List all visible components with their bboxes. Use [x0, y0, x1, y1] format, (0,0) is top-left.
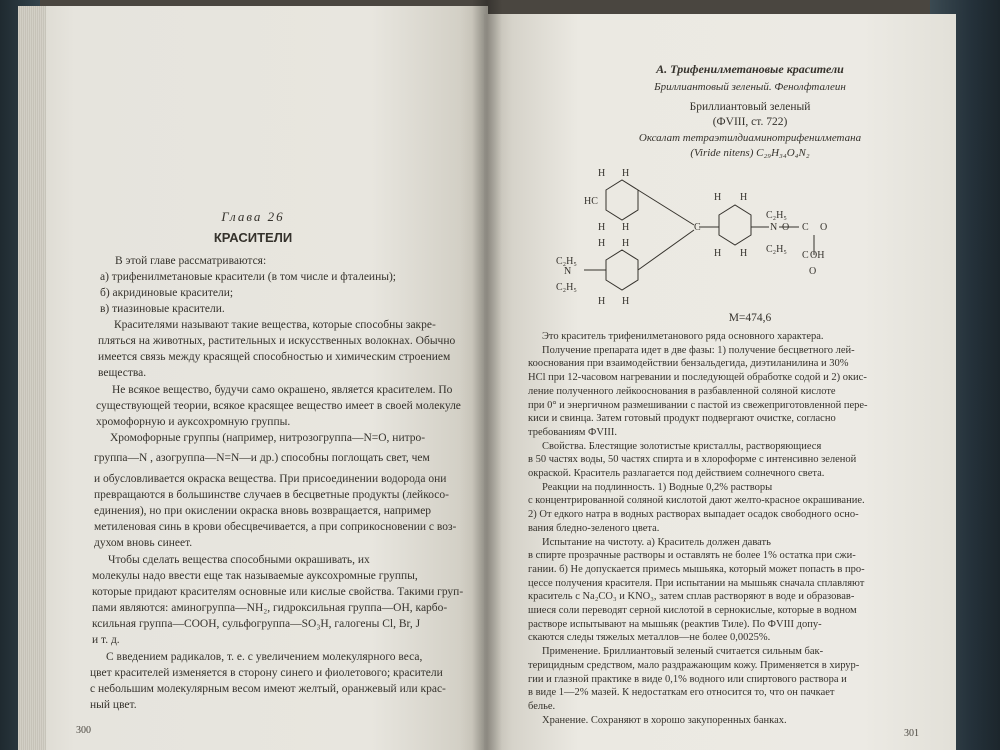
svg-text:HC: HC [584, 196, 598, 207]
chapter-label: Глава 26 [221, 209, 285, 224]
svg-text:H: H [598, 238, 606, 249]
svg-text:N: N [770, 222, 778, 233]
left-line: пами являются: аминогруппа—NH₂, гидроксильная группа—OH, карбо- [92, 602, 448, 614]
right-line: требованиям ФVIII. [528, 426, 618, 438]
left-line: ксильная группа—COOH, сульфогруппа—SO₃H, галогены Cl, Br, J [92, 618, 421, 630]
right-line: Применение. Бриллиантовый зеленый считается сильным бак- [542, 646, 824, 658]
right-line: при 0° и энергичном размешивании с пастой из свежеприготовленной пере- [528, 399, 868, 411]
right-line: Реакции на подлинность. 1) Водные 0,2% растворы [542, 481, 773, 493]
left-line: метиленовая синь в крови обесцвечивается, а при соприкосновении с воз- [94, 521, 457, 533]
right-line: с концентрированной соляной кислотой дают желто-красное окрашивание. [528, 495, 865, 507]
left-line: группа—N , азогруппа—N=N—и др.) способны поглощать свет, чем [94, 452, 430, 464]
left-line: Не всякое вещество, будучи само окрашено, является красителем. По [112, 384, 453, 396]
book-gutter [472, 0, 502, 750]
svg-text:H: H [622, 238, 630, 249]
svg-text:O: O [820, 222, 828, 233]
left-line: существующей теории, всякое красящее вещество имеет в своей молекуле [96, 400, 461, 412]
page-number-left: 300 [76, 725, 91, 736]
svg-text:H: H [714, 248, 722, 259]
left-line: ный цвет. [90, 699, 137, 711]
svg-text:N: N [564, 266, 572, 277]
svg-text:OH: OH [810, 250, 825, 261]
left-line: пляться на животных, растительных и искусственных волокнах. Обычно [98, 335, 456, 347]
right-line: Свойства. Блестящие золотистые кристаллы, растворяющиеся [542, 440, 822, 452]
left-line: духом вновь синеет. [94, 537, 193, 549]
right-line: Хранение. Сохраняют в хорошо закупоренных банках. [542, 714, 787, 726]
left-line: цвет красителей изменяется в сторону синего и фиолетового; красители [90, 667, 443, 679]
svg-text:O: O [809, 266, 817, 277]
left-line: хромофорную и ауксохромную группы. [96, 416, 291, 428]
left-line: превращаются в большинстве случаев в бесцветные продукты (лейкосо- [94, 489, 449, 501]
section-title: А. Трифенилметановые красители [656, 62, 844, 76]
page-number-right: 301 [904, 728, 919, 740]
left-line: Хромофорные группы (например, нитрозогруппа—N=O, нитро- [110, 432, 426, 444]
left-line: С введением радикалов, т. е. с увеличением молекулярного веса, [106, 651, 423, 663]
structural-formula [554, 160, 854, 310]
right-line: гии и глазной практике в виде 0,1% водного или спиртового раствора и [528, 673, 847, 685]
svg-text:C₂H₅: C₂H₅ [556, 256, 577, 267]
svg-text:C: C [802, 222, 809, 233]
right-line: терицидным средством, мало раздражающим кожу. Применяется в хирур- [528, 659, 860, 671]
left-line: Красителями называют такие вещества, которые способны закре- [114, 319, 436, 331]
left-line: имеется связь между красящей способностью и химическим строением [98, 351, 451, 363]
right-page [484, 14, 956, 750]
right-line: окраской. Краситель разлагается под действием солнечного света. [528, 468, 825, 479]
left-line: и т. д. [92, 634, 120, 646]
svg-text:C₂H₅: C₂H₅ [766, 210, 787, 221]
subsection-title: Бриллиантовый зеленый. Фенолфталеин [654, 81, 846, 93]
left-line: которые придают красителям основные или кислые свойства. Такими груп- [92, 586, 464, 598]
left-line: В этой главе рассматриваются: [115, 255, 267, 267]
right-line: ление полученного лейкооснования в разбавленной соляной кислоте [528, 385, 836, 397]
svg-text:H: H [622, 222, 630, 233]
svg-text:H: H [598, 296, 606, 307]
right-line: растворе испытывают на мышьяк (реактив Тиле). По ФVIII допу- [528, 618, 822, 630]
right-line: вания бледно-зеленого цвета. [528, 522, 660, 534]
compound-heading: Бриллиантовый зеленый [689, 101, 811, 113]
right-line: шиеся соли переводят серной кислотой в сернокислые, которые в водном [528, 605, 857, 616]
left-line: с небольшим молекулярным весом имеют желтый, оранжевый или крас- [90, 683, 446, 695]
right-line: киси и свинца. Затем готовый продукт подвергают очистке, согласно [528, 413, 836, 425]
right-line: HCl при 12-часовом нагревании и последующей обработке содой и 2) окис- [528, 372, 867, 384]
right-line: Получение препарата идет в две фазы: 1) получение бесцветного лей- [542, 344, 855, 356]
right-line: Испытание на чистоту. а) Краситель должен давать [542, 536, 771, 548]
right-line: 2) От едкого натра в водных растворах выпадает осадок свободного осно- [528, 509, 859, 521]
compound-formula: (Viride nitens) C₂₉H₃₄O₄N₂ [690, 147, 810, 159]
left-line: Чтобы сделать вещества способными окрашивать, их [108, 554, 370, 566]
svg-text:H: H [740, 192, 748, 203]
svg-text:C: C [694, 222, 701, 233]
compound-name: Оксалат тетраэтилдиаминотрифенилметана [638, 132, 862, 144]
right-line: скаются следы тяжелых металлов—не более 0,0025%. [528, 632, 771, 644]
svg-text:H: H [714, 192, 722, 203]
svg-text:H: H [622, 168, 630, 179]
left-line: молекулы надо ввести еще так называемые ауксохромные группы, [92, 570, 418, 582]
left-page [18, 6, 488, 750]
left-line: в) тиазиновые красители. [100, 303, 225, 315]
svg-text:H: H [740, 248, 748, 259]
right-line: в спирте прозрачные растворы и оставлять не более 1% остатка при сжи- [528, 550, 856, 562]
molecular-mass: M=474,6 [728, 312, 772, 324]
right-line: белье. [528, 700, 556, 712]
left-line: а) трифенилметановые красители (в том числе и фталеины); [100, 271, 396, 283]
right-line: гании. б) Не допускается примесь мышьяка, который может попасть в про- [528, 563, 865, 575]
left-line: единения), но при окислении окраска вновь возвращается, например [94, 505, 432, 517]
svg-text:H: H [622, 296, 630, 307]
right-line: в виде 1—2% мазей. К недостаткам его относится то, что он пачкает [528, 687, 835, 699]
pharmacopoeia-ref: (ФVIII, ст. 722) [712, 116, 788, 128]
svg-text:O: O [782, 222, 790, 233]
right-line: цессе получения красителя. При испытании на мышьяк сначала сплавляют [528, 577, 865, 589]
right-line: краситель с Na₂CO₃ и KNO₃, затем сплав растворяют в воде и образовав- [528, 591, 855, 603]
svg-text:H: H [598, 168, 606, 179]
right-line: кооснования при взаимодействии бензальдегида, диэтиланилина и 30% [528, 358, 849, 370]
svg-text:H: H [598, 222, 606, 233]
left-line: и обусловливается окраска вещества. При присоединении водорода они [94, 473, 447, 485]
right-line: Это краситель трифенилметанового ряда основного характера. [542, 331, 824, 342]
page-edges [18, 6, 46, 750]
svg-text:C: C [802, 250, 809, 261]
left-line: б) акридиновые красители; [100, 287, 234, 299]
right-line: в 50 частях воды, 50 частях спирта и в хлороформе с интенсивно зеленой [528, 454, 857, 466]
svg-text:C₂H₅: C₂H₅ [556, 282, 577, 293]
left-line: вещества. [98, 367, 147, 379]
svg-text:C₂H₅: C₂H₅ [766, 244, 787, 255]
chapter-title: КРАСИТЕЛИ [213, 230, 293, 245]
